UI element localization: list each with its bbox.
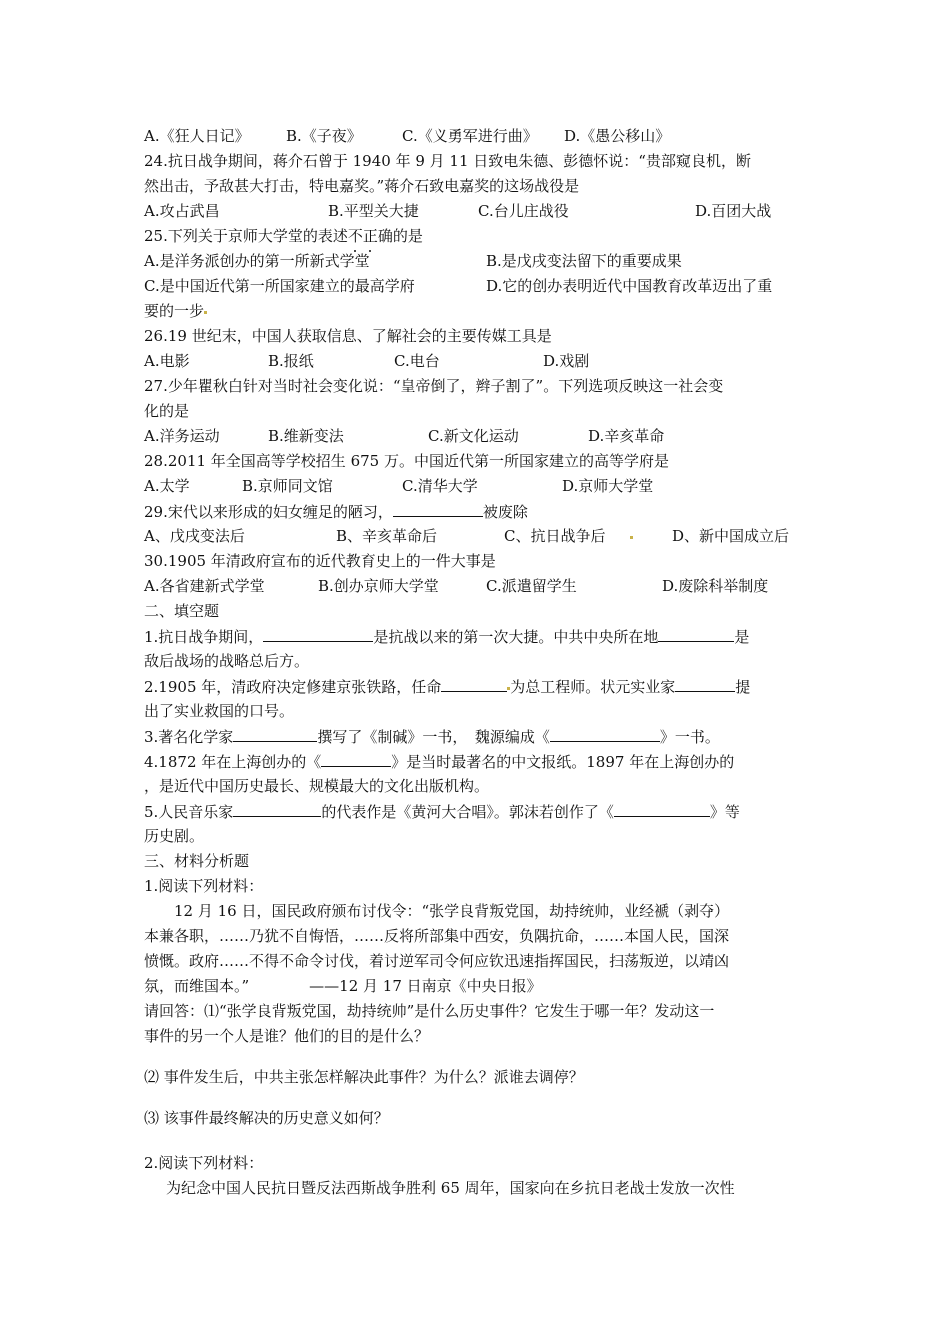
q30-option-a: A.各省建新式学堂	[144, 577, 265, 595]
q25-emphasis-not: 不	[348, 224, 363, 249]
q23-options	[144, 124, 812, 149]
material-1-para-line3: 愤慨。政府……不得不命令讨伐，着讨逆军司令何应钦迅速指挥国民，扫荡叛逆，以靖凶	[144, 952, 730, 970]
q30-option-c: C.派遣留学生	[486, 577, 577, 595]
fill-1-line1	[144, 624, 812, 649]
material-1-question-1-line2: 事件的另一个人是谁？他们的目的是什么？	[144, 1027, 430, 1045]
q26-option-b: B.报纸	[268, 352, 314, 370]
q25-stem-suffix: 确的是	[377, 227, 423, 245]
q24-stem-line1: 24.抗日战争期间，蒋介石曾于 1940 年 9 月 11 日致电朱德、彭德怀说：“贵部窥良机，断	[144, 152, 751, 170]
material-2-title: 2.阅读下列材料：	[144, 1154, 264, 1172]
q29-stem	[144, 499, 812, 524]
q25-emphasis-correct: 正	[363, 224, 378, 249]
fill-1-blank-1[interactable]	[263, 624, 373, 642]
q26-option-d: D.戏剧	[543, 352, 590, 370]
q27-option-b: B.维新变法	[268, 427, 344, 445]
fill-1-text-b: 是抗战以来的第一次大捷。中共中央所在地	[373, 628, 659, 646]
q25-option-c: C.是中国近代第一所国家建立的最高学府	[144, 277, 415, 295]
q24-option-a: A.攻占武昌	[144, 202, 220, 220]
q26-option-a: A.电影	[144, 352, 190, 370]
q26-options	[144, 349, 812, 374]
q29-answer-blank[interactable]	[393, 499, 483, 517]
q29-option-c: C、抗日战争后	[504, 527, 606, 545]
fill-3-blank-1[interactable]	[233, 724, 317, 742]
q29-stem-after: 被废除	[482, 503, 528, 521]
fill-4-text-b: 》是当时最著名的中文报纸。1897 年在上海创办的	[391, 753, 735, 771]
q23-option-c: C.《义勇军进行曲》	[402, 127, 538, 145]
fill-5-blank-2[interactable]	[614, 799, 710, 817]
q26-stem: 26.19 世纪末，中国人获取信息、了解社会的主要传媒工具是	[144, 327, 552, 345]
material-1-question-1-line1: 请回答：⑴“张学良背叛党国，劫持统帅”是什么历史事件？它发生于哪一年？发动这一	[144, 1002, 715, 1020]
fill-2-line1	[144, 674, 812, 699]
section-fill-in-title: 二、填空题	[144, 602, 220, 620]
fill-1-blank-2[interactable]	[658, 624, 734, 642]
q29-option-a: A、戊戌变法后	[144, 527, 245, 545]
q30-stem: 30.1905 年清政府宣布的近代教育史上的一件大事是	[144, 552, 496, 570]
material-1-question-3: ⑶ 该事件最终解决的历史意义如何？	[144, 1109, 389, 1127]
fill-2-blank-2[interactable]	[675, 674, 735, 692]
material-1-title: 1.阅读下列材料：	[144, 877, 264, 895]
q25-option-a: A.是洋务派创办的第一所新式学堂	[144, 252, 370, 270]
material-1-para-line2: 本兼各职，……乃犹不自悔悟，……反将所部集中西安，负隅抗命，……本国人民，国深	[144, 927, 730, 945]
fill-4-blank-1[interactable]	[321, 749, 391, 767]
q29-option-b: B、辛亥革命后	[336, 527, 438, 545]
fill-2-line2: 出了实业救国的口号。	[144, 702, 295, 720]
fill-5-text-b: 的代表作是《黄河大合唱》。郭沫若创作了《	[321, 803, 614, 821]
q23-option-d: D.《愚公移山》	[564, 127, 671, 145]
q24-options	[144, 199, 812, 224]
fill-3-blank-2[interactable]	[550, 724, 660, 742]
q24-option-d: D.百团大战	[695, 202, 772, 220]
fill-5-line2: 历史剧。	[144, 827, 205, 845]
material-1-question-2: ⑵ 事件发生后，中共主张怎样解决此事件？为什么？派谁去调停？	[144, 1068, 584, 1086]
q30-option-d: D.废除科举制度	[662, 577, 769, 595]
scan-mark	[204, 311, 207, 314]
fill-3-text-c: 》一书。	[659, 728, 720, 746]
q27-option-c: C.新文化运动	[428, 427, 519, 445]
exam-page	[144, 124, 812, 1201]
fill-3-text-b: 撰写了《制碱》一书， 魏源编成《	[317, 728, 550, 746]
fill-5-blank-1[interactable]	[233, 799, 321, 817]
q25-stem	[144, 224, 812, 249]
q28-option-c: C.清华大学	[402, 477, 478, 495]
fill-1-text-c: 是	[734, 628, 750, 646]
q26-option-c: C.电台	[394, 352, 440, 370]
q27-stem-line2: 化的是	[144, 402, 190, 420]
q23-option-b: B.《子夜》	[286, 127, 362, 145]
q25-option-d-line1: D.它的创办表明近代中国教育改革迈出了重	[486, 277, 773, 295]
scan-mark	[630, 536, 633, 539]
q25-options-ab	[144, 249, 812, 274]
material-1-para-line4: 氛，而维国本。” ——12 月 17 日南京《中央日报》	[144, 977, 542, 995]
q30-options	[144, 574, 812, 599]
fill-5-line1	[144, 799, 812, 824]
q28-stem: 28.2011 年全国高等学校招生 675 万。中国近代第一所国家建立的高等学府是	[144, 452, 669, 470]
q27-stem-line1: 27.少年瞿秋白针对当时社会变化说：“皇帝倒了，辫子割了”。下列选项反映这一社会变	[144, 377, 724, 395]
material-1-para-line1: 12 月 16 日，国民政府颁布讨伐令：“张学良背叛党国，劫持统帅，业经褫（剥夺）	[174, 902, 730, 920]
fill-4-line1	[144, 749, 812, 774]
q24-option-b: B.平型关大捷	[328, 202, 419, 220]
fill-2-text-c: 提	[735, 678, 751, 696]
q29-option-d: D、新中国成立后	[672, 527, 790, 545]
q29-stem-before: 29.宋代以来形成的妇女缠足的陋习，	[144, 503, 393, 521]
q28-option-a: A.太学	[144, 477, 190, 495]
q27-option-d: D.辛亥革命	[588, 427, 665, 445]
q27-option-a: A.洋务运动	[144, 427, 220, 445]
q25-options-cd	[144, 274, 812, 299]
q24-option-c: C.台儿庄战役	[478, 202, 569, 220]
fill-2-text-a: 2.1905 年，清政府决定修建京张铁路，任命	[144, 678, 442, 696]
fill-5-text-a: 5.人民音乐家	[144, 803, 234, 821]
fill-5-text-c: 》等	[709, 803, 740, 821]
q25-option-b: B.是戊戌变法留下的重要成果	[486, 252, 682, 270]
fill-4-line2: ，是近代中国历史最长、规模最大的文化出版机构。	[144, 777, 490, 795]
fill-1-text-a: 1.抗日战争期间，	[144, 628, 264, 646]
q28-options	[144, 474, 812, 499]
fill-2-text-b: 为总工程师。状元实业家	[510, 678, 676, 696]
q25-stem-prefix: 25.下列关于京师大学堂的表述	[144, 227, 348, 245]
q30-option-b: B.创办京师大学堂	[318, 577, 439, 595]
q23-option-a: A.《狂人日记》	[144, 127, 250, 145]
fill-1-line2: 敌后战场的战略总后方。	[144, 652, 310, 670]
q28-option-d: D.京师大学堂	[562, 477, 654, 495]
material-2-para-line1: 为纪念中国人民抗日暨反法西斯战争胜利 65 周年，国家向在乡抗日老战士发放一次性	[166, 1179, 735, 1197]
fill-4-text-a: 4.1872 年在上海创办的《	[144, 753, 322, 771]
fill-3-line	[144, 724, 812, 749]
fill-2-blank-1[interactable]	[441, 674, 507, 692]
q29-options	[144, 524, 812, 549]
q24-stem-line2: 然出击，予敌甚大打击，特电嘉奖。”蒋介石致电嘉奖的这场战役是	[144, 177, 580, 195]
section-material-analysis-title: 三、材料分析题	[144, 852, 250, 870]
q28-option-b: B.京师同文馆	[242, 477, 333, 495]
q25-option-d-line2: 要的一步	[144, 302, 205, 320]
q25-option-d-line2-row	[144, 299, 812, 324]
fill-3-text-a: 3.著名化学家	[144, 728, 234, 746]
q27-options	[144, 424, 812, 449]
